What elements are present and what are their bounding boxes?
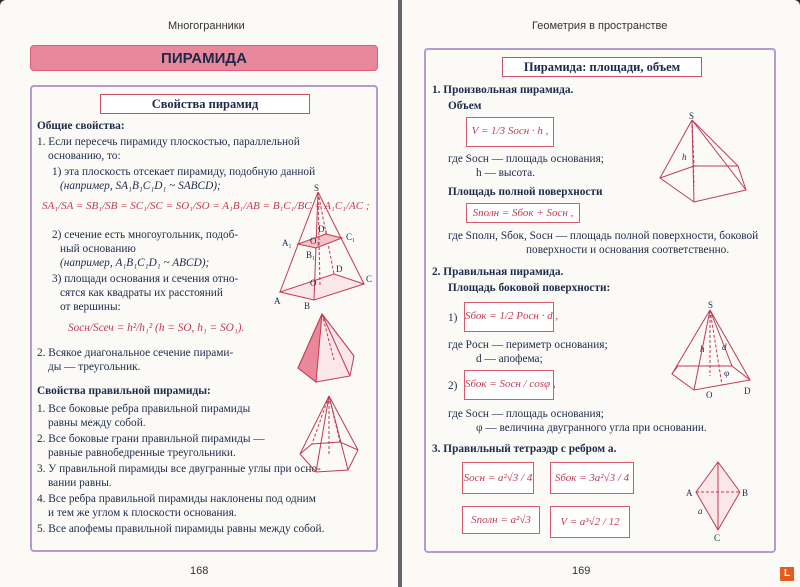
- s2-line3: (например, A₁B₁C₁D₁ ~ ABCD);: [60, 257, 210, 269]
- formula1-label: 1): [448, 312, 458, 324]
- label-A-tetra: A: [686, 488, 693, 498]
- left-page: [0, 0, 398, 587]
- label-C-tetra: C: [714, 533, 721, 543]
- tetra-volume: V = a³√2 / 12: [550, 506, 630, 538]
- general-heading: Общие свойства:: [37, 120, 125, 132]
- p1-line1: 1. Если пересечь пирамиду плоскостью, параллельной: [37, 136, 300, 148]
- volume-formula: V = 1/3 Sосн · h ,: [466, 117, 554, 147]
- running-head-left: Многогранники: [168, 20, 245, 32]
- running-head-right: Геометрия в пространстве: [532, 20, 668, 32]
- heading-lateral-area: Площадь боковой поверхности:: [448, 282, 611, 294]
- similarity-ratio: SA₁/SA = SB₁/SB = SC₁/SC = SO₁/SO = A₁B₁/AB = B₁C₁/BC = A₁C₁/AC ;: [42, 200, 370, 212]
- s1-line1: 1) эта плоскость отсекает пирамиду, подобную данной: [52, 166, 316, 178]
- label-D-regular: D: [744, 386, 751, 396]
- s2-line2: ный основанию: [60, 243, 136, 255]
- lateral-formula-cos: Sбок = Sосн / cosφ ,: [464, 370, 554, 400]
- label-A: A: [274, 296, 281, 306]
- regular-pyramid-apothem-figure: [668, 300, 760, 400]
- label-a-tetra: a: [698, 506, 703, 516]
- label-B-tetra: B: [742, 488, 749, 498]
- diagonal-section-figure: [292, 310, 360, 390]
- label-O: O: [310, 278, 317, 288]
- p2-line2: ды — треугольник.: [48, 361, 141, 373]
- label-A1: A₁: [282, 238, 292, 248]
- label-B: B: [304, 301, 311, 310]
- label-C: C: [366, 274, 373, 284]
- page-number-right: 169: [572, 565, 591, 577]
- where2-line1: где Sполн, Sбок, Sосн — площадь полной поверхности, боковой: [448, 230, 759, 242]
- label-d: d: [722, 342, 727, 352]
- regular-heading: Свойства правильной пирамиды:: [37, 385, 211, 397]
- label-O1: O₁: [310, 236, 320, 246]
- right-page: [402, 0, 800, 587]
- heading-total-area: Площадь полной поверхности: [448, 186, 603, 198]
- r1-line2: равны между собой.: [48, 417, 146, 429]
- label-D1: D₁: [318, 224, 328, 234]
- label-S-regular: S: [708, 300, 714, 310]
- tetra-lateral-area: Sбок = 3a²√3 / 4: [550, 462, 634, 494]
- s3-line3: от вершины:: [60, 301, 121, 313]
- lateral-formula-apothem: Sбок = 1/2 Pосн · d ,: [464, 302, 554, 332]
- label-S: S: [314, 183, 320, 193]
- where1-line1: где Sосн — площадь основания;: [448, 153, 604, 165]
- label-h-regular: h: [700, 344, 705, 354]
- r3-line2: вании равны.: [48, 477, 112, 489]
- r4-line1: 4. Все ребра правильной пирамиды наклонены под одним: [37, 493, 316, 505]
- formula2-label: 2): [448, 380, 458, 392]
- section-title-properties: Свойства пирамид: [100, 94, 310, 114]
- where3-line1: где Pосн — периметр основания;: [448, 339, 608, 351]
- where2-line2: поверхности и основания соответственно.: [526, 244, 730, 256]
- r1-line1: 1. Все боковые ребра правильной пирамиды: [37, 403, 251, 415]
- where1-line2: h — высота.: [476, 167, 535, 179]
- section-title-areas: Пирамида: площади, объем: [502, 57, 702, 77]
- label-phi: φ: [724, 368, 730, 378]
- label-O-regular: O: [706, 390, 713, 400]
- label-B1: B₁: [306, 250, 316, 260]
- s3-line2: сятся как квадраты их расстояний: [60, 287, 223, 299]
- regular-pyramid-figure: [296, 392, 362, 480]
- p1-line2: основанию, то:: [48, 150, 121, 162]
- area-ratio-formula: Sосн/Sсеч = h²/h₁² (h = SO, h₁ = SO₁).: [68, 322, 245, 334]
- r4-line2: и тем же углом к плоскости основания.: [48, 507, 237, 519]
- where4-line1: где Sосн — площадь основания;: [448, 408, 604, 420]
- where4-line2: φ — величина двугранного угла при основании.: [476, 422, 707, 434]
- heading-arbitrary: 1. Произвольная пирамида.: [432, 84, 574, 96]
- pyramid-section-figure: [274, 182, 374, 310]
- label-S-arbitrary: S: [689, 111, 695, 121]
- heading-tetrahedron: 3. Правильный тетраэдр с ребром a.: [432, 443, 617, 455]
- label-D: D: [336, 264, 343, 274]
- arbitrary-pyramid-figure: [654, 110, 754, 208]
- chapter-banner: ПИРАМИДА: [30, 45, 378, 71]
- tetra-base-area: Sосн = a²√3 / 4: [462, 462, 534, 494]
- heading-volume: Объем: [448, 100, 482, 112]
- tetra-total-area: Sполн = a²√3: [462, 506, 540, 534]
- r2-line1: 2. Все боковые грани правильной пирамиды —: [37, 433, 265, 445]
- page-number-left: 168: [190, 565, 209, 577]
- r3-line1: 3. У правильной пирамиды все двугранные углы при осно-: [37, 463, 321, 475]
- s3-line1: 3) площади основания и сечения отно-: [52, 273, 239, 285]
- r2-line2: равные равнобедренные треугольники.: [48, 447, 236, 459]
- label-h-arbitrary: h: [682, 152, 687, 162]
- heading-regular: 2. Правильная пирамида.: [432, 266, 564, 278]
- s1-line2: (например, SA₁B₁C₁D₁ ~ SABCD);: [60, 180, 221, 192]
- p2-line1: 2. Всякое диагональное сечение пирами-: [37, 347, 234, 359]
- publisher-logo: L: [780, 567, 794, 581]
- r5-line1: 5. Все апофемы правильной пирамиды равны между собой.: [37, 523, 325, 535]
- label-C1: C₁: [346, 232, 356, 242]
- where3-line2: d — апофема;: [476, 353, 543, 365]
- total-area-formula: Sполн = Sбок + Sосн ,: [466, 203, 580, 223]
- s2-line1: 2) сечение есть многоугольник, подоб-: [52, 229, 239, 241]
- tetrahedron-figure: [684, 452, 754, 544]
